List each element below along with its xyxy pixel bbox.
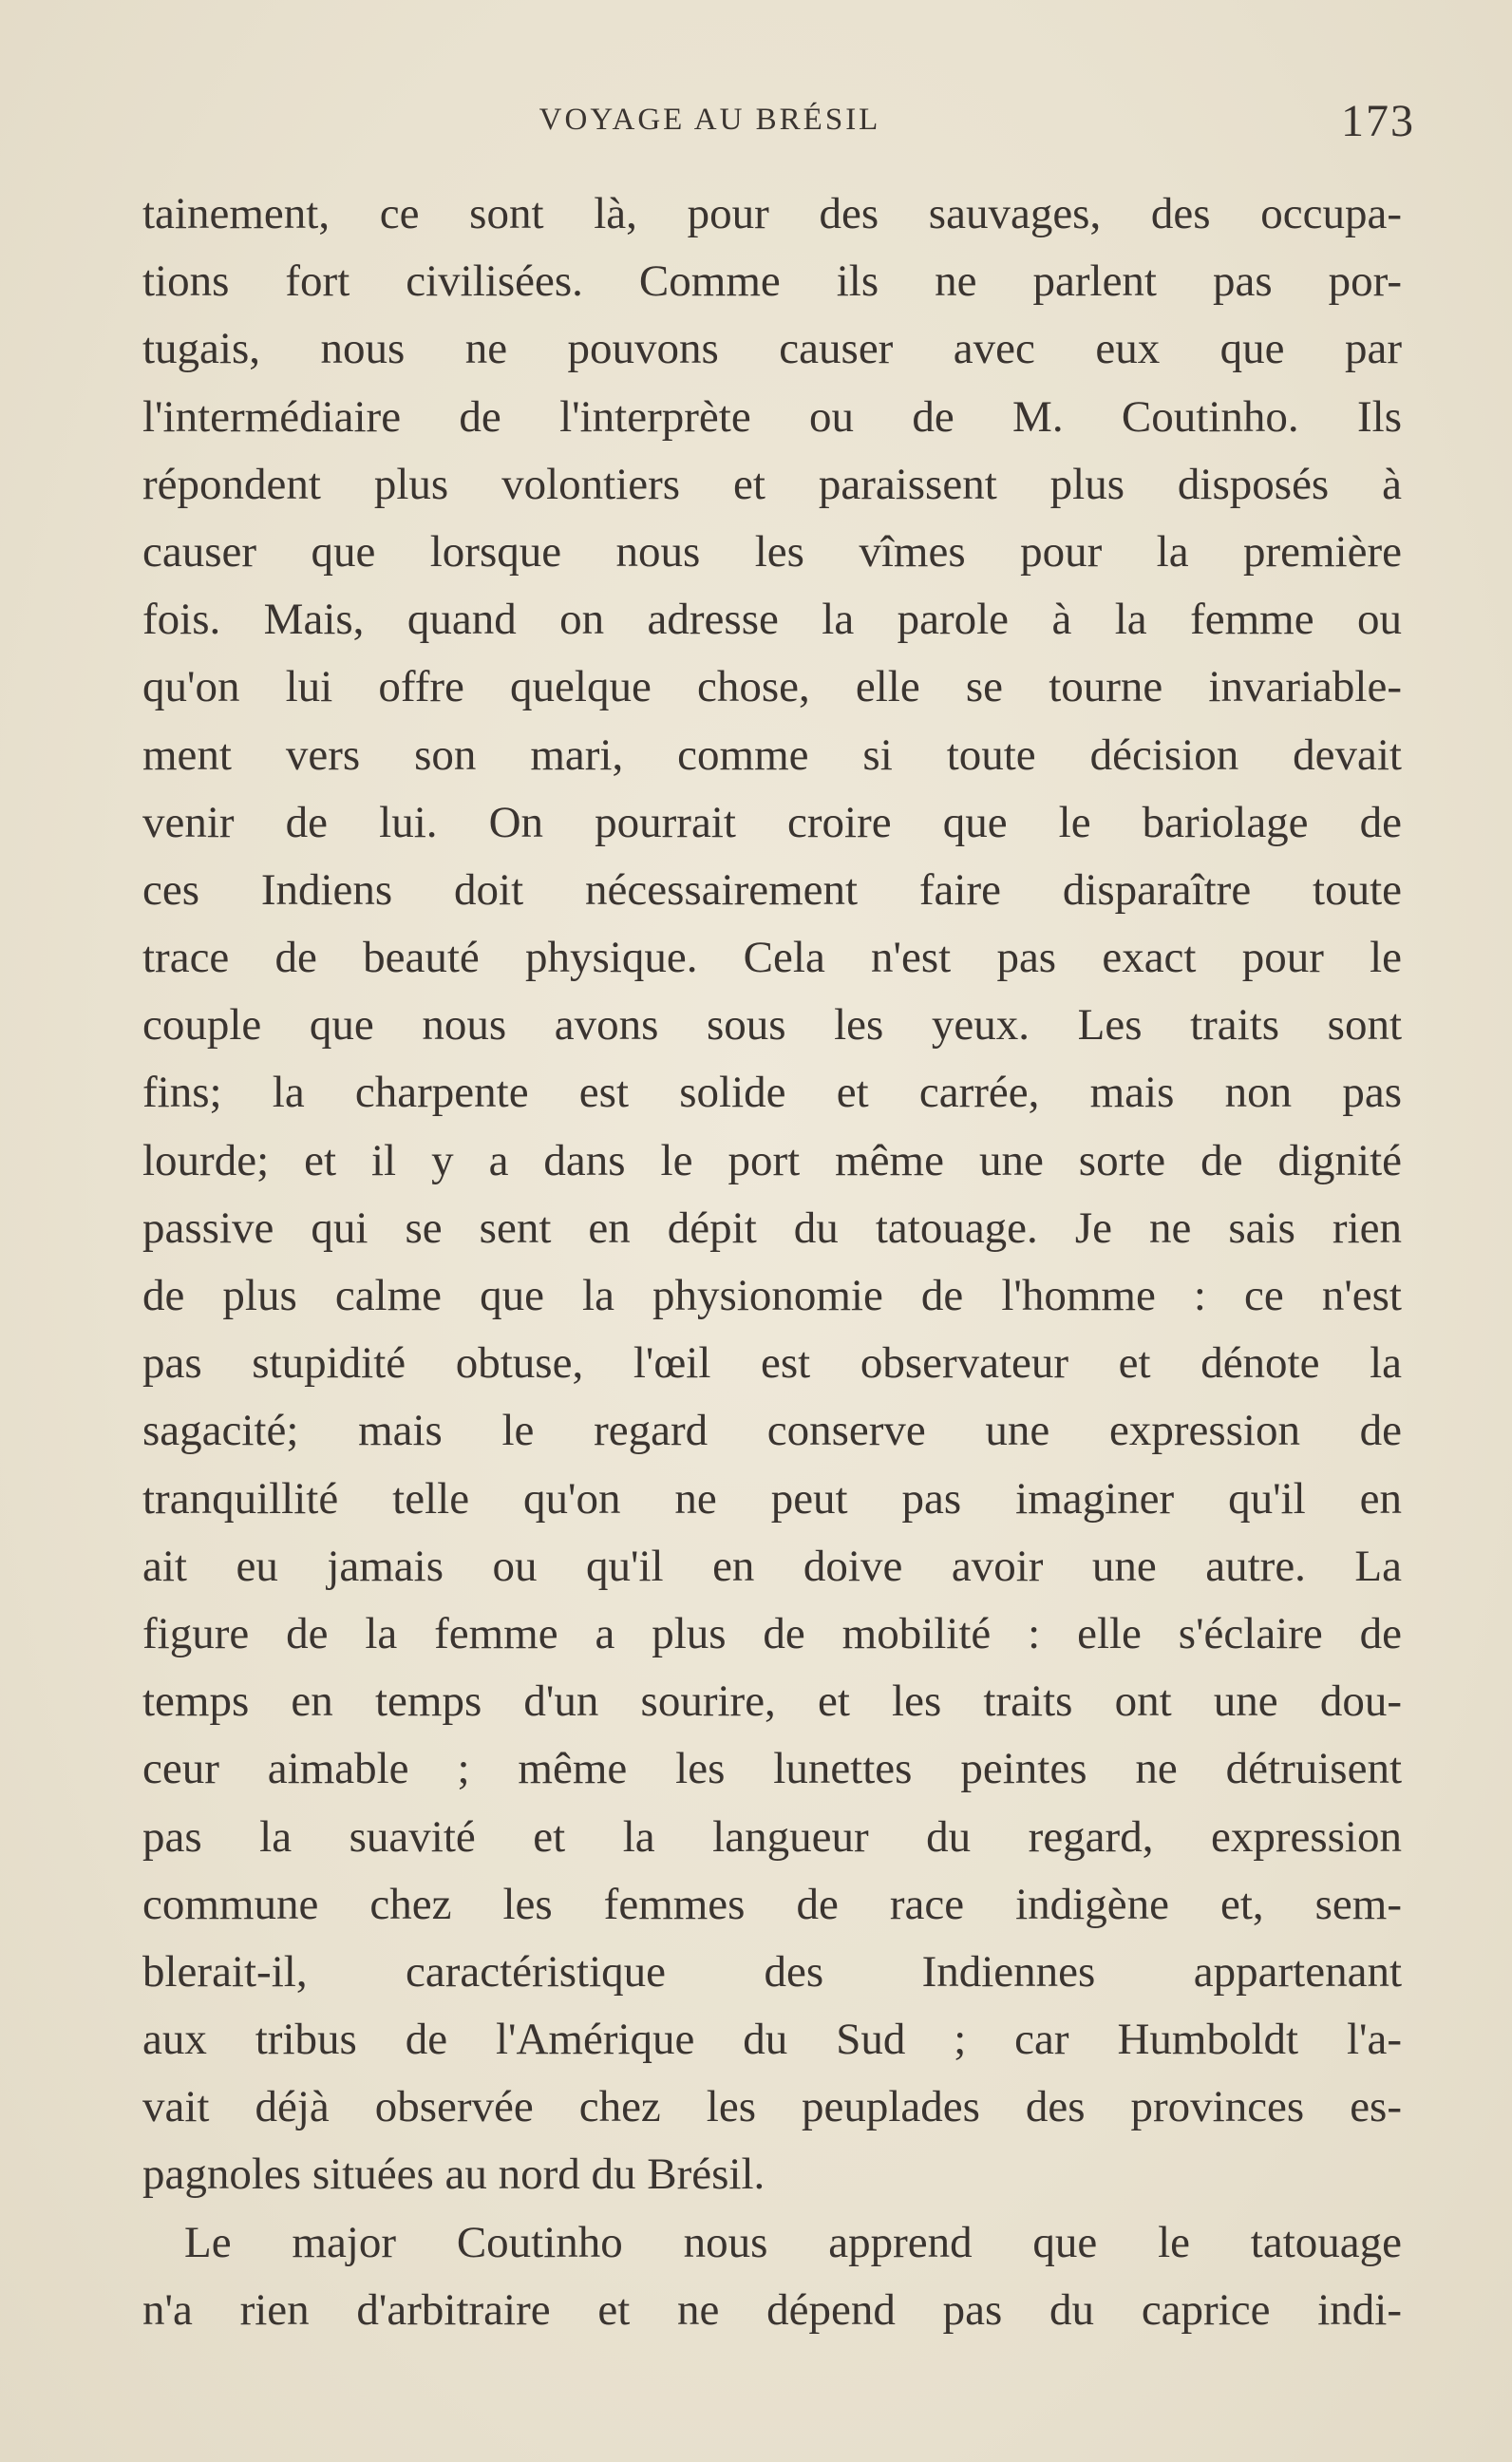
text-line: passive qui se sent en dépit du tatouage. Je ne sais rien <box>142 1203 1402 1253</box>
text-line: ceur aimable ; même les lunettes peintes ne détruisent <box>142 1744 1402 1794</box>
body-text <box>142 180 1402 2344</box>
paragraph-last-line: pagnoles situées au nord du Brésil. <box>142 2150 765 2200</box>
text-line: tions fort civilisées. Comme ils ne parlent pas por- <box>142 256 1402 307</box>
text-line: qu'on lui offre quelque chose, elle se tourne invariable- <box>142 662 1402 712</box>
text-line: ment vers son mari, comme si toute décision devait <box>142 729 1402 780</box>
text-line: fins; la charpente est solide et carrée, mais non pas <box>142 1068 1402 1118</box>
text-line: blerait-il, caractéristique des Indiennes appartenant <box>142 1946 1402 1997</box>
text-line: couple que nous avons sous les yeux. Les traits sont <box>142 1000 1402 1051</box>
text-line: fois. Mais, quand on adresse la parole à la femme ou <box>142 595 1402 645</box>
text-line: pas stupidité obtuse, l'œil est observateur et dénote la <box>142 1338 1402 1389</box>
paragraph-first-line: Le major Coutinho nous apprend que le tatouage <box>184 2217 1402 2267</box>
running-header <box>142 95 1415 152</box>
text-line: causer que lorsque nous les vîmes pour la première <box>142 526 1402 577</box>
text-line: pas la suavité et la langueur du regard, expression <box>142 1811 1402 1862</box>
text-line: ces Indiens doit nécessairement faire disparaître toute <box>142 864 1402 915</box>
text-line: tugais, nous ne pouvons causer avec eux que par <box>142 324 1402 374</box>
running-title: VOYAGE AU BRÉSIL <box>539 103 881 137</box>
text-line: temps en temps d'un sourire, et les traits ont une dou- <box>142 1676 1402 1727</box>
text-line: sagacité; mais le regard conserve une expression de <box>142 1406 1402 1456</box>
text-line: n'a rien d'arbitraire et ne dépend pas du caprice indi- <box>142 2284 1402 2335</box>
text-line: répondent plus volontiers et paraissent plus disposés à <box>142 459 1402 509</box>
text-line: ait eu jamais ou qu'il en doive avoir une autre. La <box>142 1541 1402 1591</box>
text-line: tainement, ce sont là, pour des sauvages, des occupa- <box>142 189 1402 238</box>
text-line: l'intermédiaire de l'interprète ou de M. Coutinho. Ils <box>142 391 1402 442</box>
text-line: trace de beauté physique. Cela n'est pas exact pour le <box>142 933 1402 983</box>
text-line: de plus calme que la physionomie de l'homme : ce n'est <box>142 1271 1402 1320</box>
text-line: aux tribus de l'Amérique du Sud ; car Humboldt l'a- <box>142 2015 1402 2065</box>
text-line: vait déjà observée chez les peuplades des provinces es- <box>142 2082 1402 2132</box>
text-line: venir de lui. On pourrait croire que le bariolage de <box>142 797 1402 847</box>
page-number: 173 <box>1341 96 1415 146</box>
text-line: commune chez les femmes de race indigène et, sem- <box>142 1879 1402 1929</box>
text-line: figure de la femme a plus de mobilité : elle s'éclaire de <box>142 1608 1402 1658</box>
text-line: lourde; et il y a dans le port même une sorte de dignité <box>142 1135 1402 1185</box>
text-line: tranquillité telle qu'on ne peut pas imaginer qu'il en <box>142 1473 1402 1524</box>
